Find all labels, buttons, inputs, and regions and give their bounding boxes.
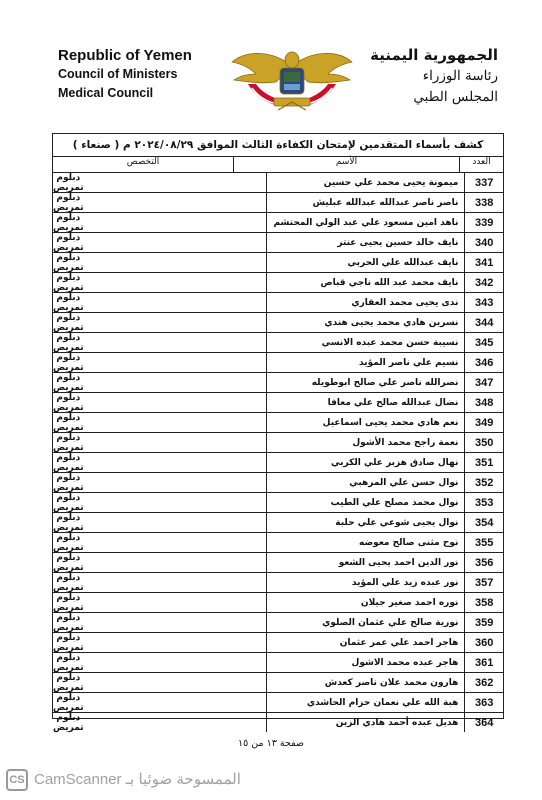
row-number: 341 xyxy=(464,253,503,272)
table-row xyxy=(53,453,503,473)
row-name: ندى يحيى محمد العقاري xyxy=(266,293,465,312)
row-specialty: دبلوم تمريض xyxy=(53,172,84,193)
row-specialty: دبلوم تمريض xyxy=(53,432,84,453)
row-specialty: دبلوم تمريض xyxy=(53,652,84,673)
row-number: 347 xyxy=(464,373,503,392)
table-row xyxy=(53,493,503,513)
row-name: نوال حسن علي المرهبي xyxy=(266,473,465,492)
row-number: 358 xyxy=(464,593,503,612)
council-ministers-ar: رئاسة الوزراء xyxy=(422,68,498,84)
table-row xyxy=(53,293,503,313)
row-name: هبة الله علي نعمان حزام الحاشدي xyxy=(266,693,465,712)
row-specialty: دبلوم تمريض xyxy=(53,312,84,333)
row-number: 342 xyxy=(464,273,503,292)
row-name: نسيم علي ناصر المؤيد xyxy=(266,353,465,372)
row-specialty: دبلوم تمريض xyxy=(53,412,84,433)
row-name: نصرالله ناصر علي صالح ابوطويله xyxy=(266,373,465,392)
table-row xyxy=(53,413,503,433)
table-row xyxy=(53,393,503,413)
row-number: 338 xyxy=(464,193,503,212)
row-name: ميمونة يحيى محمد علي حسين xyxy=(266,173,465,192)
row-name: نعمة راجح محمد الأشول xyxy=(266,433,465,452)
row-specialty: دبلوم تمريض xyxy=(53,212,84,233)
row-name: نضال عبدالله صالح علي معافا xyxy=(266,393,465,412)
row-number: 361 xyxy=(464,653,503,672)
table-row xyxy=(53,273,503,293)
country-name-ar: الجمهورية اليمنية xyxy=(370,46,498,64)
row-specialty: دبلوم تمريض xyxy=(53,692,84,713)
row-specialty: دبلوم تمريض xyxy=(53,512,84,533)
row-number: 363 xyxy=(464,693,503,712)
row-specialty: دبلوم تمريض xyxy=(53,552,84,573)
row-specialty: دبلوم تمريض xyxy=(53,252,84,273)
table-row xyxy=(53,713,503,732)
column-header-specialty: التخصص xyxy=(126,157,160,167)
country-name-en: Republic of Yemen xyxy=(58,47,192,64)
table-row xyxy=(53,653,503,673)
row-specialty: دبلوم تمريض xyxy=(53,192,84,213)
row-name: نسيبة حسن محمد عبده الانسي xyxy=(266,333,465,352)
header-english xyxy=(58,46,228,103)
table-row xyxy=(53,253,503,273)
table-row xyxy=(53,673,503,693)
medical-council-ar: المجلس الطبي xyxy=(413,89,498,105)
table-row xyxy=(53,233,503,253)
row-specialty: دبلوم تمريض xyxy=(53,332,84,353)
row-name: ناهد امين مسعود علي عبد الولي المحتشم xyxy=(266,213,465,232)
row-number: 352 xyxy=(464,473,503,492)
row-number: 350 xyxy=(464,433,503,452)
row-specialty: دبلوم تمريض xyxy=(53,372,84,393)
row-number: 364 xyxy=(464,713,503,732)
table-row xyxy=(53,433,503,453)
row-number: 359 xyxy=(464,613,503,632)
table-row xyxy=(53,313,503,333)
row-number: 357 xyxy=(464,573,503,592)
row-name: نوال محمد مصلح علي الطيب xyxy=(266,493,465,512)
row-number: 340 xyxy=(464,233,503,252)
row-name: ناصر ناصر عبدالله عبدالله عبليش xyxy=(266,193,465,212)
row-name: نور الدين احمد يحيى الشعو xyxy=(266,553,465,572)
table-row xyxy=(53,513,503,533)
row-number: 345 xyxy=(464,333,503,352)
camscanner-watermark xyxy=(0,765,542,800)
row-specialty: دبلوم تمريض xyxy=(53,392,84,413)
row-number: 354 xyxy=(464,513,503,532)
row-number: 337 xyxy=(464,173,503,192)
row-specialty: دبلوم تمريض xyxy=(53,452,84,473)
table-row xyxy=(53,333,503,353)
row-name: نوره احمد صغير جيلان xyxy=(266,593,465,612)
row-specialty: دبلوم تمريض xyxy=(53,672,84,693)
table-header-row xyxy=(53,157,503,173)
row-specialty: دبلوم تمريض xyxy=(53,712,84,733)
row-name: هارون محمد علان ناصر كعدش xyxy=(266,673,465,692)
header-arabic xyxy=(338,44,498,108)
row-number: 344 xyxy=(464,313,503,332)
row-name: نعم هادي محمد يحيى اسماعيل xyxy=(266,413,465,432)
table-row xyxy=(53,593,503,613)
row-number: 351 xyxy=(464,453,503,472)
row-specialty: دبلوم تمريض xyxy=(53,572,84,593)
row-number: 339 xyxy=(464,213,503,232)
row-specialty: دبلوم تمريض xyxy=(53,472,84,493)
row-name: نايف عبدالله علي الحربي xyxy=(266,253,465,272)
row-specialty: دبلوم تمريض xyxy=(53,492,84,513)
table-row xyxy=(53,533,503,553)
table-title: كشف بأسماء المتقدمين لإمتحان الكفاءة الثالث الموافق ٢٠٢٤/٠٨/٢٩ م ( صنعاء ) xyxy=(53,134,503,157)
table-row xyxy=(53,373,503,393)
table-body xyxy=(53,173,503,732)
row-name: نسرين هادي محمد يحيى هندي xyxy=(266,313,465,332)
row-specialty: دبلوم تمريض xyxy=(53,592,84,613)
row-number: 360 xyxy=(464,633,503,652)
table-row xyxy=(53,213,503,233)
row-specialty: دبلوم تمريض xyxy=(53,612,84,633)
table-row xyxy=(53,193,503,213)
column-header-name: الأسم xyxy=(233,157,459,172)
row-number: 346 xyxy=(464,353,503,372)
table-row xyxy=(53,353,503,373)
row-specialty: دبلوم تمريض xyxy=(53,232,84,253)
row-specialty: دبلوم تمريض xyxy=(53,632,84,653)
row-name: نايف خالد حسين يحيى عنتر xyxy=(266,233,465,252)
row-name: نوح مثنى صالح معوضه xyxy=(266,533,465,552)
row-specialty: دبلوم تمريض xyxy=(53,352,84,373)
row-name: نورية صالح علي عثمان الصلوي xyxy=(266,613,465,632)
column-header-number: العدد xyxy=(459,157,503,172)
row-number: 349 xyxy=(464,413,503,432)
medical-council-en: Medical Council xyxy=(58,86,154,100)
row-number: 356 xyxy=(464,553,503,572)
candidates-table xyxy=(52,133,504,733)
table-row xyxy=(53,693,503,713)
row-name: نور عبده زيد علي المؤيد xyxy=(266,573,465,592)
row-specialty: دبلوم تمريض xyxy=(53,272,84,293)
table-row xyxy=(53,633,503,653)
row-name: نهال صادق هزبر علي الكربي xyxy=(266,453,465,472)
yemen-eagle-emblem-icon xyxy=(228,44,356,116)
table-row xyxy=(53,573,503,593)
table-row xyxy=(53,473,503,493)
row-number: 348 xyxy=(464,393,503,412)
row-number: 355 xyxy=(464,533,503,552)
row-name: هديل عبده أحمد هادي الزين xyxy=(266,713,465,732)
row-number: 353 xyxy=(464,493,503,512)
row-specialty: دبلوم تمريض xyxy=(53,532,84,553)
row-specialty: دبلوم تمريض xyxy=(53,292,84,313)
table-row xyxy=(53,173,503,193)
page-number: صفحة ١٣ من ١٥ xyxy=(238,738,304,749)
row-number: 343 xyxy=(464,293,503,312)
camscanner-text: الممسوحة ضوئيا بـ CamScanner xyxy=(34,771,241,788)
table-row xyxy=(53,613,503,633)
council-ministers-en: Council of Ministers xyxy=(58,67,178,81)
table-row xyxy=(53,553,503,573)
row-name: هاجر احمد علي عمر عثمان xyxy=(266,633,465,652)
row-name: نايف محمد عبد الله ناجي قباص xyxy=(266,273,465,292)
row-name: نوال يحيى شوعي علي حلبة xyxy=(266,513,465,532)
row-number: 362 xyxy=(464,673,503,692)
camscanner-logo-icon: CS xyxy=(6,769,28,791)
row-name: هاجر عبده محمد الاشول xyxy=(266,653,465,672)
